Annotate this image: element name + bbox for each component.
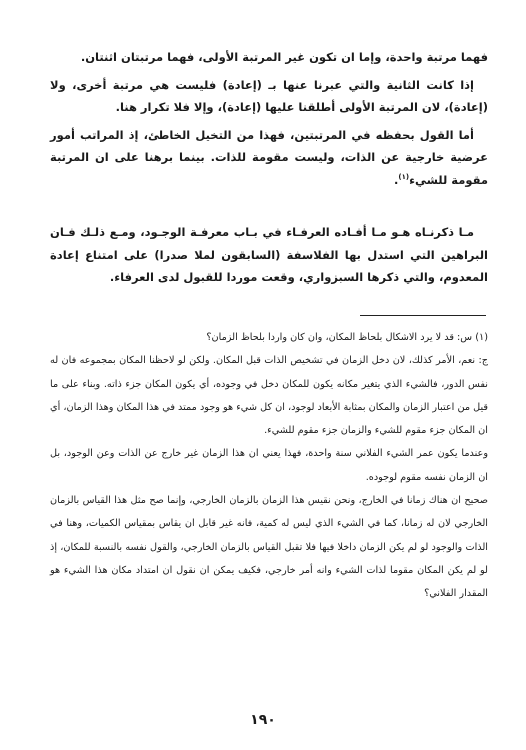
footnote-answer: ج: نعم، الأمر كذلك، لان دخل الزمان في تشخيص الذات قبل المكان. ولكن لو لاحظنا المكان بمجموعه فان له نفس الدور، فالشيء الذي يتغير مكانه يكون للمكان دخل في وجوده، أي يكون المكان جزء ذاته. وبناء على ما قيل من اعتبار الزمان والمكان بمثابة الأبعاد لوجود، ان كل شيء هو وجود ممتد في هذا المكان وهذا الزمان، أي ان المكان جزء مقوم للشيء والزمان جزء مقوم للشيء. [50, 355, 488, 437]
footnote-paragraph-4: صحيح ان هناك زمانا في الخارج، ونحن نقيس هذا الزمان بالزمان الخارجي، وإنما صح مثل هذا القياس بالزمان الخارجي لان له زمانا، كما في الشيء الذي ليس له كمية، فانه غير قابل ان يقاس بمقياس الكميات، وهنا في الذات والوجود لو لم يكن الزمان داخلا فيها فلا تقبل القياس بالزمان الخارجي، والقول نفسه بالنسبة للمكان، إذ لو لم يكن المكان مقوما لذات الشيء وانه أمر خارجي، فكيف يمكن ان نقول ان امتداد مكان هذا الشيء هو المقدار الفلاني؟ [50, 495, 488, 600]
sentence-end-period: . [394, 172, 399, 187]
main-paragraph-2: إذا كانت الثانية والتي عبرنا عنها بـ (إعادة) فليست هي مرتبة أخرى، ولا (إعادة)، لان المرتبة الأولى أطلقنا عليها (إعادة)، وإلا فلا تكرار هنا. [50, 77, 488, 114]
main-text [50, 46, 488, 294]
footnote-section [50, 326, 488, 606]
main-paragraph-3 [50, 124, 488, 192]
page-number: ١٩٠ [250, 712, 276, 728]
footnote-reference[interactable]: (١) [398, 172, 410, 181]
main-paragraph-4: مـا ذكرنـاه هـو مـا أفـاده العرفـاء في بـاب معرفـة الوجـود، ومـع ذلـك فـان البراهين التي استدل بها الفلاسفة (السابقون لملا صدرا) على امتناع إعادة المعدوم، والتي ذكرها السبزواري، وقعت موردا للقبول لدى العرفاء. [50, 225, 488, 284]
main-paragraph-3-text: أما القول بحفظه في المرتبتين، فهذا من التخيل الخاطئ، إذ المراتب أمور عرضية خارجية عن الذات، وليست مقومة للذات. بينما برهنا على ان المرتبة مقومة للشيء [50, 127, 488, 187]
footnote-question: (١) س: قد لا يرد الاشكال بلحاظ المكان، وان كان واردا بلحاظ الزمان؟ [206, 332, 488, 343]
main-paragraph-1: فهما مرتبة واحدة، وإما ان تكون غير المرتبة الأولى، فهما مرتبتان اثنتان. [80, 50, 488, 64]
footnote-separator [360, 315, 486, 316]
footnote-paragraph-3: وعندما يكون عمر الشيء الفلاني سنة واحدة، فهذا يعني ان هذا الزمان غير خارج عن الذات وعن الوجود، بل ان الزمان نفسه مقوم لوجوده. [50, 448, 488, 483]
